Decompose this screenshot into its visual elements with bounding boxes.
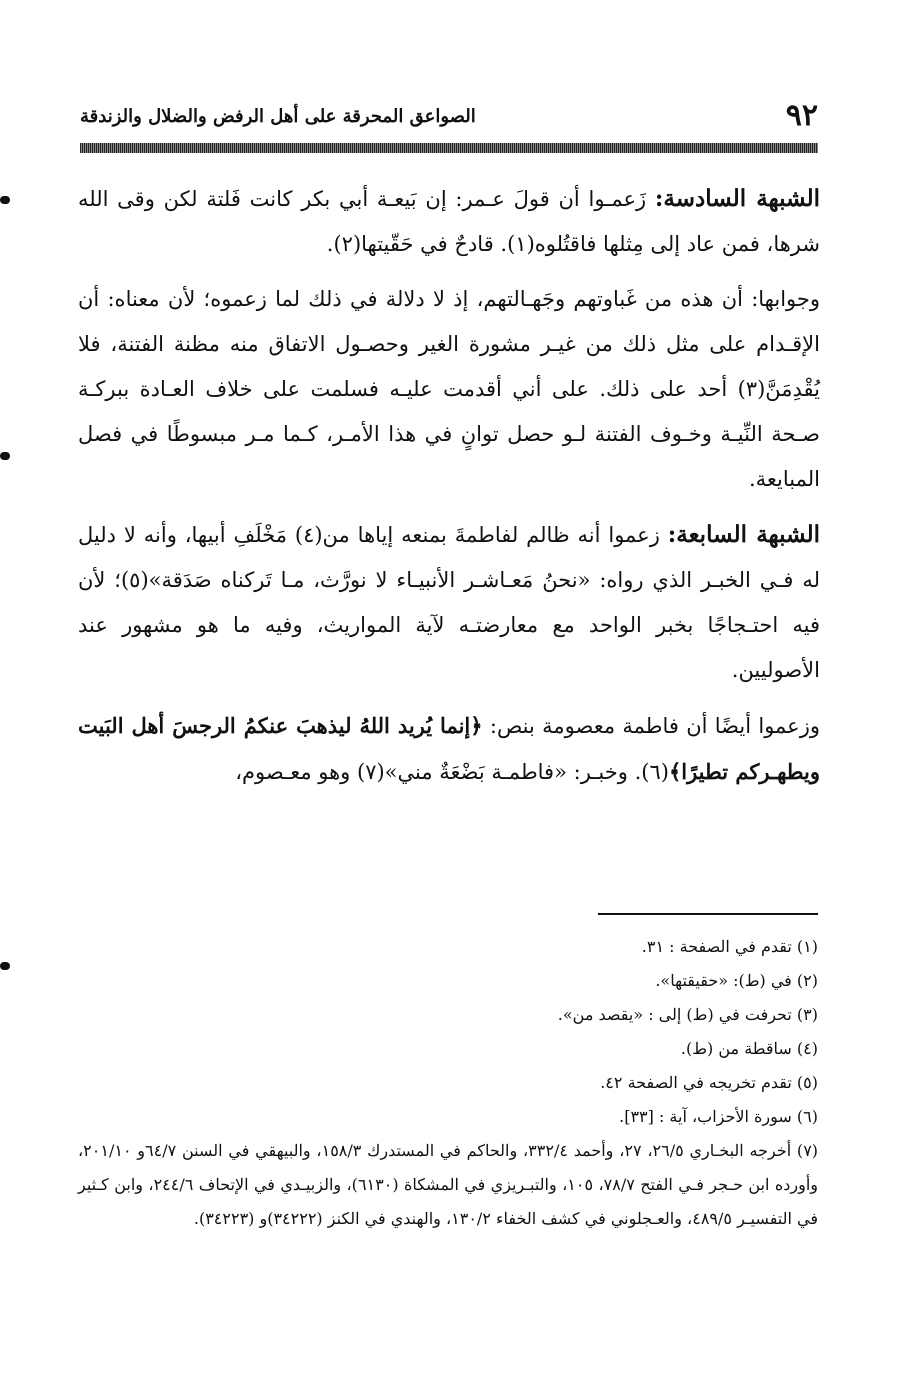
margin-mark [0,452,10,460]
page-header [80,98,818,134]
section-heading-seventh: الشبهة السابعة: [667,521,821,548]
section-heading-sixth: الشبهة السادسة: [654,185,820,212]
footnote-separator [598,913,818,915]
running-title: الصواعق المحرقة على أهل الرفض والضلال والزندقة [80,106,476,127]
paragraph-text: وزعموا أيضًا أن فاطمة معصومة بنص: [482,714,820,738]
page-number: ٩٢ [785,98,818,133]
paragraph-answer [78,277,820,502]
footnote-6: (٦) سورة الأحزاب، آية : [٣٣]. [619,1107,818,1126]
footnote-7: (٧) أخرجه البخـاري ٢٦/٥، ٢٧، وأحمد ٣٣٢/٤، والحاكم في المستدرك ١٥٨/٣، والبيهقي في السنن ٦٤/٧و ٢٠١/١٠، وأورده ابن حـجر فـي الفتح ٧٨/٧، ١٠٥، والتبـريزي في المشكاة (٦١٣٠)، والزبيـدي في الإتحاف ٢٤٤/٦، وابن كـثير في التفسيـر ٤٨٩/٥، والعـجلوني في كشف الخفاء ١٣٠/٢، والهندي في الكنز (٣٤٢٢٢)و (٣٤٢٢٣). [78,1141,819,1228]
header-rule [80,143,818,153]
main-text [78,176,820,805]
footnote-1: (١) تقدم في الصفحة : ٣١. [641,937,818,956]
footnotes [78,930,818,1236]
footnote-5: (٥) تقدم تخريجه في الصفحة ٤٢. [600,1073,818,1092]
footnote-3: (٣) تحرفت في (ط) إلى : «يقصد من». [557,1005,818,1024]
paragraph-text: زَعمـوا أن قولَ عـمر: إن بَيعـة أبي بكر كانت فَلتة لكن وقى الله شرها، فمن عاد إلى مِثلها فاقتُلوه(١). قادحٌ في حَقّيتها(٢). [78,187,820,256]
paragraph-fatima [78,703,820,795]
paragraph-text: (٦). وخبـر: «فاطمـة بَضْعَةٌ مني»(٧) وهو معـصوم، [235,760,669,784]
paragraph-text: وجوابها: أن هذه من غَباوتهم وجَهـالتهم، إذ لا دلالة في ذلك لما زعموه؛ لأن معناه: أن الإقـدام على مثل ذلك من غيـر مشورة الغير وحصـول الاتفاق منه مظنة الفتنة، فلا يُقْدِمَنَّ(٣) أحد على ذلك. على أني أقدمت عليـه فسلمت على خلاف العـادة ببركـة صـحة النِّيـة وخـوف الفتنة لـو حصل توانٍ في هذا الأمـر، كـما مـر مبسوطًا في فصل المبايعة. [78,287,820,491]
margin-mark [0,196,10,204]
paragraph-sixth-doubt [78,176,820,267]
footnote-2: (٢) في (ط): «حقيقتها». [655,971,818,990]
margin-mark [0,962,10,970]
paragraph-seventh-doubt [78,512,820,693]
quran-verse: ﴿إنما يُريد اللهُ ليذهبَ عنكمُ الرجسَ أهل البَيت ويطهـركم تطيرًا﴾ [78,713,820,784]
footnote-4: (٤) ساقطة من (ط). [680,1039,818,1058]
paragraph-text: زعموا أنه ظالم لفاطمةَ بمنعه إياها من(٤) مَخْلَفِ أبيها، وأنه لا دليل له فـي الخبـر الذي رواه: «نحنُ مَعـاشـر الأنبيـاء لا نورَّث، مـا تَركناه صَدَقة»(٥)؛ لأن فيه احتـجاجًا بخبر الواحد مع معارضتـه لآية المواريث، وفيه ما هو مشهور عند الأصوليين. [78,523,820,682]
